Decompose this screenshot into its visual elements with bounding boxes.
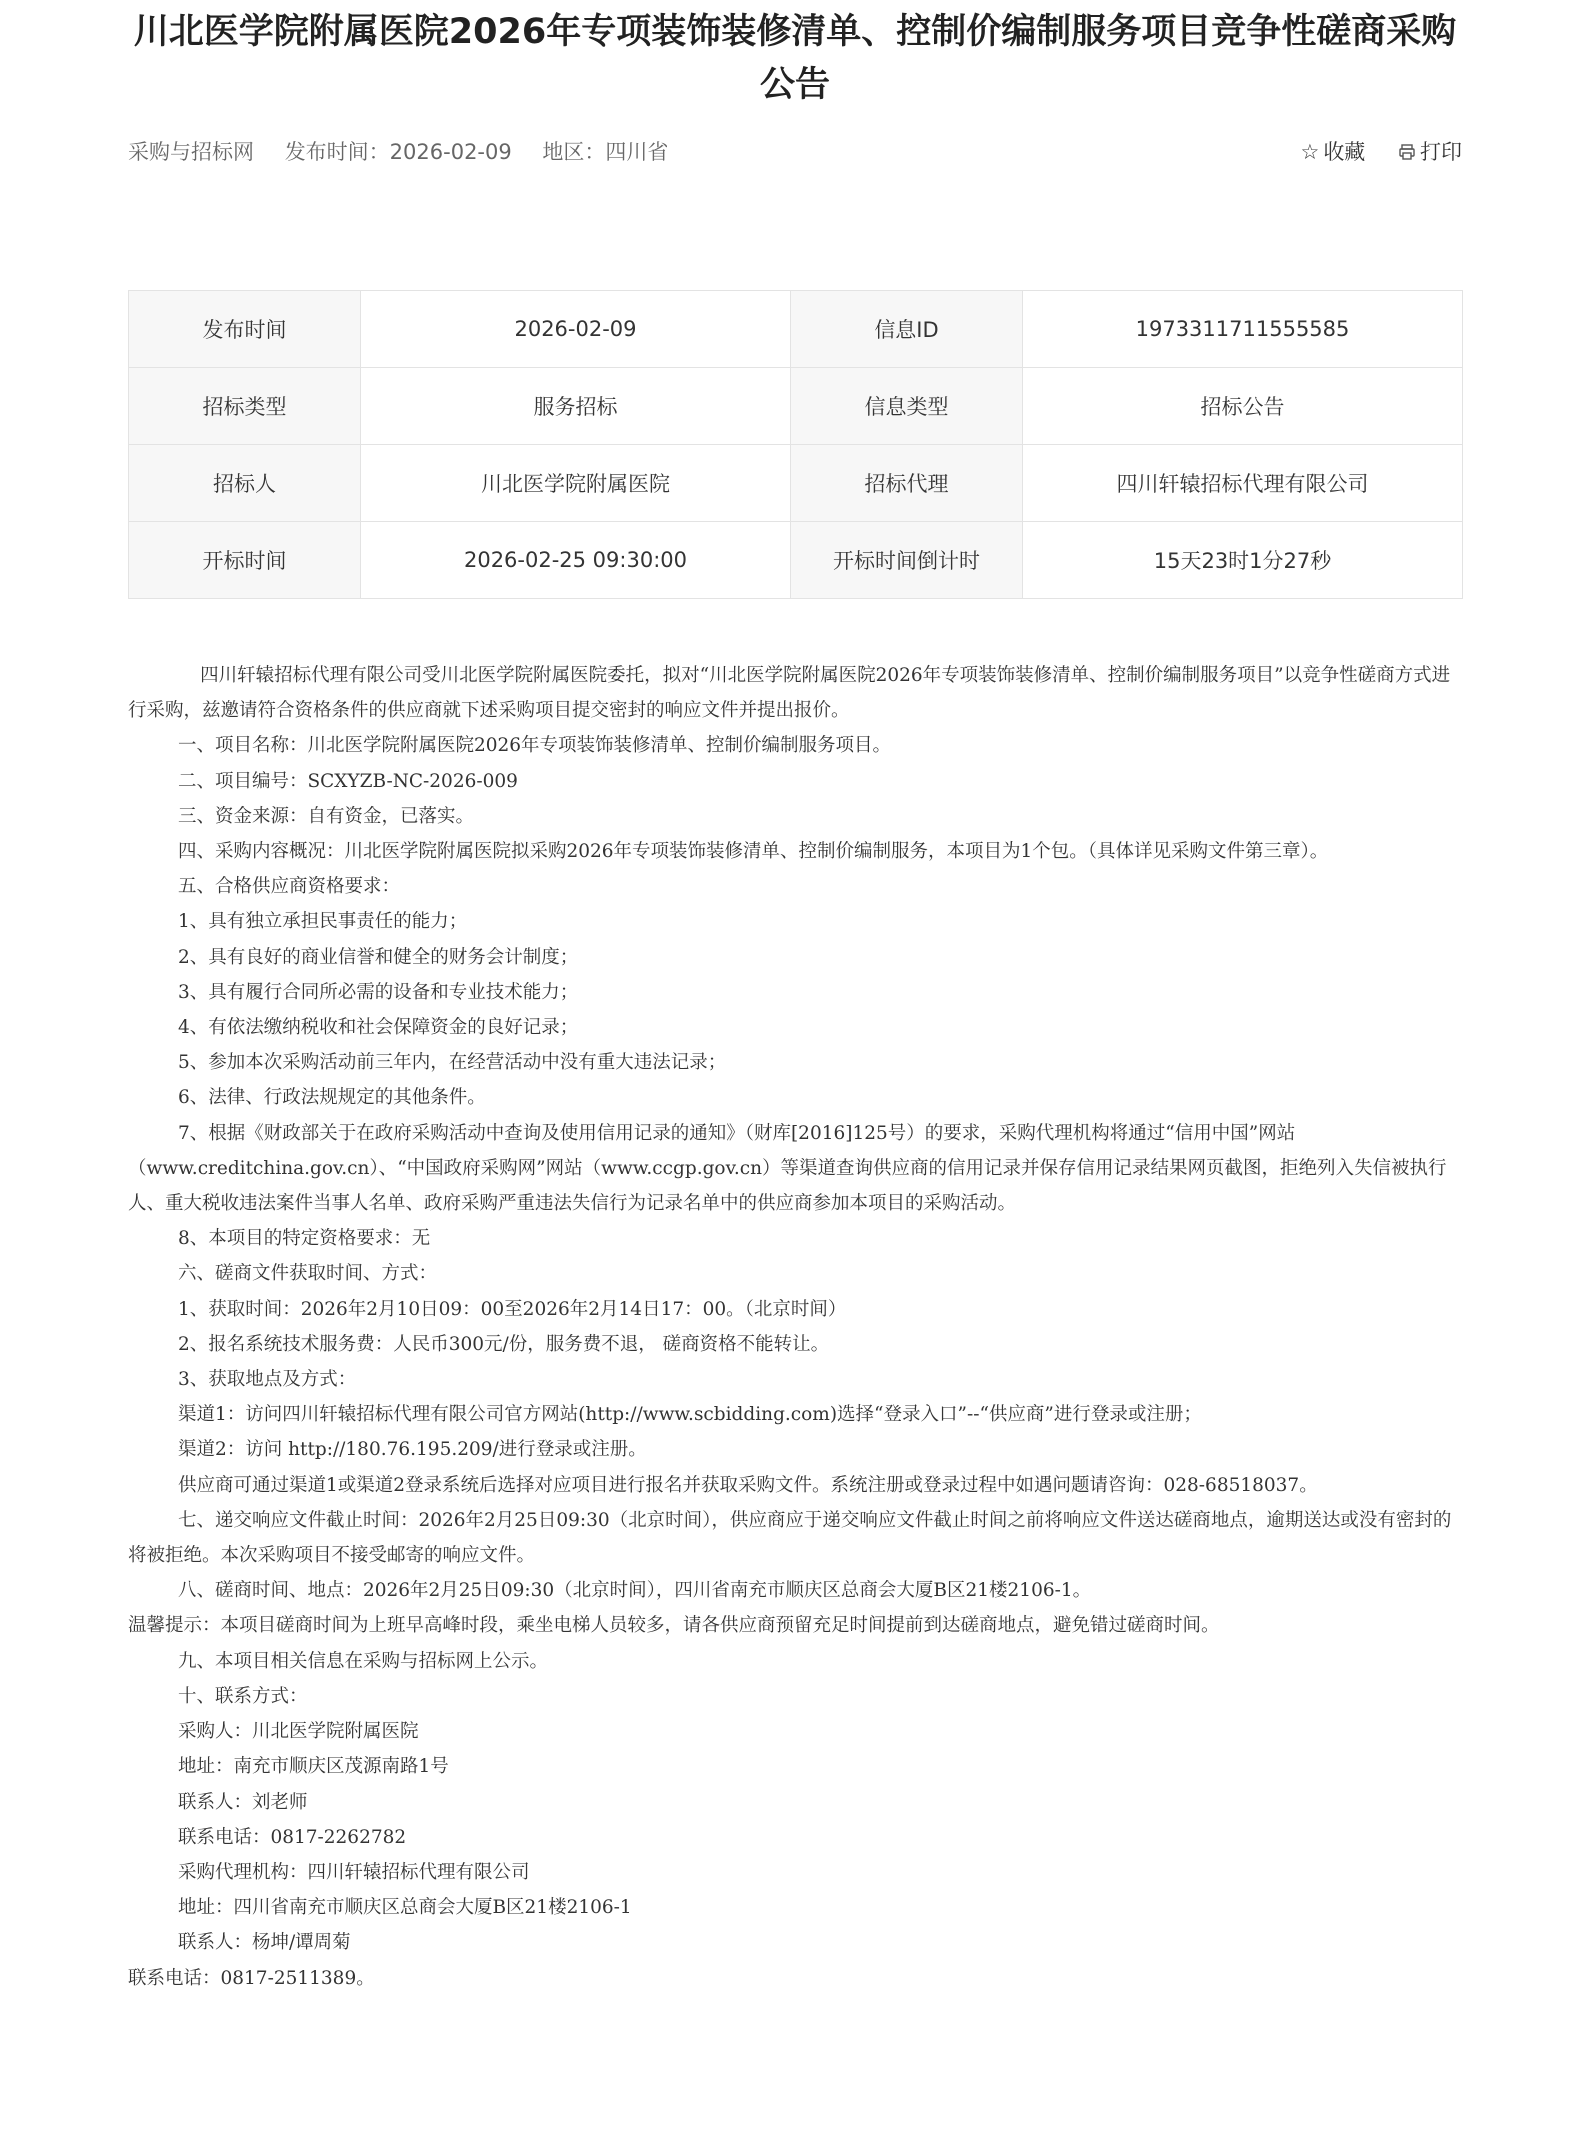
announcement-body xyxy=(128,658,1462,1996)
paragraph: 1、具有独立承担民事责任的能力； xyxy=(177,911,468,933)
paragraph: 四川轩辕招标代理有限公司受川北医学院附属医院委托，拟对“川北医学院附属医院2026年专项装饰装修清单、控制价编制服务项目”以竞争性磋商方式进行采购，兹邀请符合资格条件的供应商就下述采购项目提交密封的响应文件并提出报价。 xyxy=(128,665,1451,722)
meta-info xyxy=(128,136,1462,168)
table-key: 信息类型 xyxy=(791,368,1023,445)
table-key: 招标类型 xyxy=(129,368,361,445)
table-key: 招标人 xyxy=(129,445,361,522)
table-key: 开标时间倒计时 xyxy=(791,522,1023,599)
paragraph: 地址：南充市顺庆区茂源南路1号 xyxy=(177,1756,449,1778)
page-title: 川北医学院附属医院2026年专项装饰装修清单、控制价编制服务项目竞争性磋商采购公告 xyxy=(133,12,1457,105)
info-table xyxy=(128,290,1463,599)
paragraph: 1、获取时间：2026年2月10日09：00至2026年2月14日17：00。（北京时间） xyxy=(177,1298,847,1320)
table-value: 招标公告 xyxy=(1023,368,1463,445)
paragraph: 一、项目名称：川北医学院附属医院2026年专项装饰装修清单、控制价编制服务项目。 xyxy=(177,735,892,757)
paragraph: 6、法律、行政法规规定的其他条件。 xyxy=(177,1087,486,1109)
source-label: 采购与招标网 xyxy=(128,140,254,164)
paragraph: 十、联系方式： xyxy=(177,1685,308,1707)
announcement-page xyxy=(128,0,1462,1989)
table-value: 四川轩辕招标代理有限公司 xyxy=(1023,445,1463,522)
favorite-label: 收藏 xyxy=(1323,140,1366,164)
paragraph: 联系人：杨坤/谭周菊 xyxy=(177,1932,351,1954)
table-value: 川北医学院附属医院 xyxy=(361,445,791,522)
print-label: 打印 xyxy=(1420,140,1462,164)
table-row xyxy=(129,368,1463,445)
table-key: 信息ID xyxy=(791,291,1023,368)
print-button[interactable] xyxy=(1398,140,1462,164)
paragraph: 3、具有履行合同所必需的设备和专业技术能力； xyxy=(177,981,579,1003)
paragraph: 联系电话：0817-2262782 xyxy=(177,1826,407,1848)
paragraph: 2、具有良好的商业信誉和健全的财务会计制度； xyxy=(177,946,579,968)
printer-icon xyxy=(1398,140,1416,164)
table-key: 开标时间 xyxy=(129,522,361,599)
region-label: 地区：四川省 xyxy=(542,140,669,164)
meta-bar xyxy=(128,136,1462,168)
table-value: 1973311711555585 xyxy=(1023,291,1463,368)
table-row xyxy=(129,522,1463,599)
table-value: 2026-02-25 09:30:00 xyxy=(361,522,791,599)
star-icon: ☆ xyxy=(1300,140,1320,164)
table-key: 发布时间 xyxy=(129,291,361,368)
paragraph: 八、磋商时间、地点：2026年2月25日09:30（北京时间），四川省南充市顺庆区总商会大厦B区21楼2106-1。 xyxy=(177,1580,1092,1602)
paragraph: 地址：四川省南充市顺庆区总商会大厦B区21楼2106-1 xyxy=(177,1897,632,1919)
paragraph: 7、根据《财政部关于在政府采购活动中查询及使用信用记录的通知》（财库[2016]125号）的要求，采购代理机构将通过“信用中国”网站（www.creditchina.gov.cn）、“中国政府采购网”网站（www.ccgp.gov.cn）等渠道查询供应商的信用记录并保存信用记录结果网页截图，拒绝列入失信被执行人、重大税收违法案件当事人名单、政府采购严重违法失信行为记录名单中的供应商参加本项目的采购活动。 xyxy=(128,1122,1447,1215)
publish-date: 发布时间：2026-02-09 xyxy=(284,140,512,164)
paragraph: 二、项目编号：SCXYZB-NC-2026-009 xyxy=(177,770,518,792)
paragraph: 六、磋商文件获取时间、方式： xyxy=(177,1263,437,1285)
paragraph: 渠道1：访问四川轩辕招标代理有限公司官方网站(http://www.scbidding.com)选择“登录入口”--“供应商”进行登录或注册； xyxy=(177,1404,1202,1426)
table-row xyxy=(129,445,1463,522)
meta-actions xyxy=(1274,136,1462,168)
favorite-button[interactable] xyxy=(1300,140,1365,164)
paragraph: 温馨提示：本项目磋商时间为上班早高峰时段，乘坐电梯人员较多，请各供应商预留充足时间提前到达磋商地点，避免错过磋商时间。 xyxy=(128,1615,1220,1637)
paragraph: 联系电话：0817-2511389。 xyxy=(128,1967,375,1989)
paragraph: 采购人：川北医学院附属医院 xyxy=(177,1721,419,1743)
paragraph: 3、获取地点及方式： xyxy=(177,1369,357,1391)
table-key: 招标代理 xyxy=(791,445,1023,522)
paragraph: 渠道2：访问 http://180.76.195.209/进行登录或注册。 xyxy=(177,1439,647,1461)
paragraph: 七、递交响应文件截止时间：2026年2月25日09:30（北京时间），供应商应于递交响应文件截止时间之前将响应文件送达磋商地点，逾期送达或没有密封的将被拒绝。本次采购项目不接受邮寄的响应文件。 xyxy=(128,1509,1452,1567)
table-value: 服务招标 xyxy=(361,368,791,445)
paragraph: 8、本项目的特定资格要求：无 xyxy=(177,1228,431,1250)
paragraph: 5、参加本次采购活动前三年内，在经营活动中没有重大违法记录； xyxy=(177,1052,727,1074)
paragraph: 九、本项目相关信息在采购与招标网上公示。 xyxy=(177,1650,548,1672)
paragraph: 四、采购内容概况：川北医学院附属医院拟采购2026年专项装饰装修清单、控制价编制服务，本项目为1个包。（具体详见采购文件第三章）。 xyxy=(177,841,1329,863)
paragraph: 联系人：刘老师 xyxy=(177,1791,308,1813)
paragraph: 4、有依法缴纳税收和社会保障资金的良好记录； xyxy=(177,1017,579,1039)
table-row xyxy=(129,291,1463,368)
paragraph: 采购代理机构：四川轩辕招标代理有限公司 xyxy=(177,1861,530,1883)
paragraph: 2、报名系统技术服务费：人民币300元/份，服务费不退， 磋商资格不能转让。 xyxy=(177,1333,830,1355)
paragraph: 供应商可通过渠道1或渠道2登录系统后选择对应项目进行报名并获取采购文件。系统注册或登录过程中如遇问题请咨询：028-68518037。 xyxy=(177,1474,1318,1496)
table-value: 15天23时1分27秒 xyxy=(1023,522,1463,599)
paragraph: 三、资金来源：自有资金，已落实。 xyxy=(177,805,474,827)
table-value: 2026-02-09 xyxy=(361,291,791,368)
paragraph: 五、合格供应商资格要求： xyxy=(177,876,400,898)
